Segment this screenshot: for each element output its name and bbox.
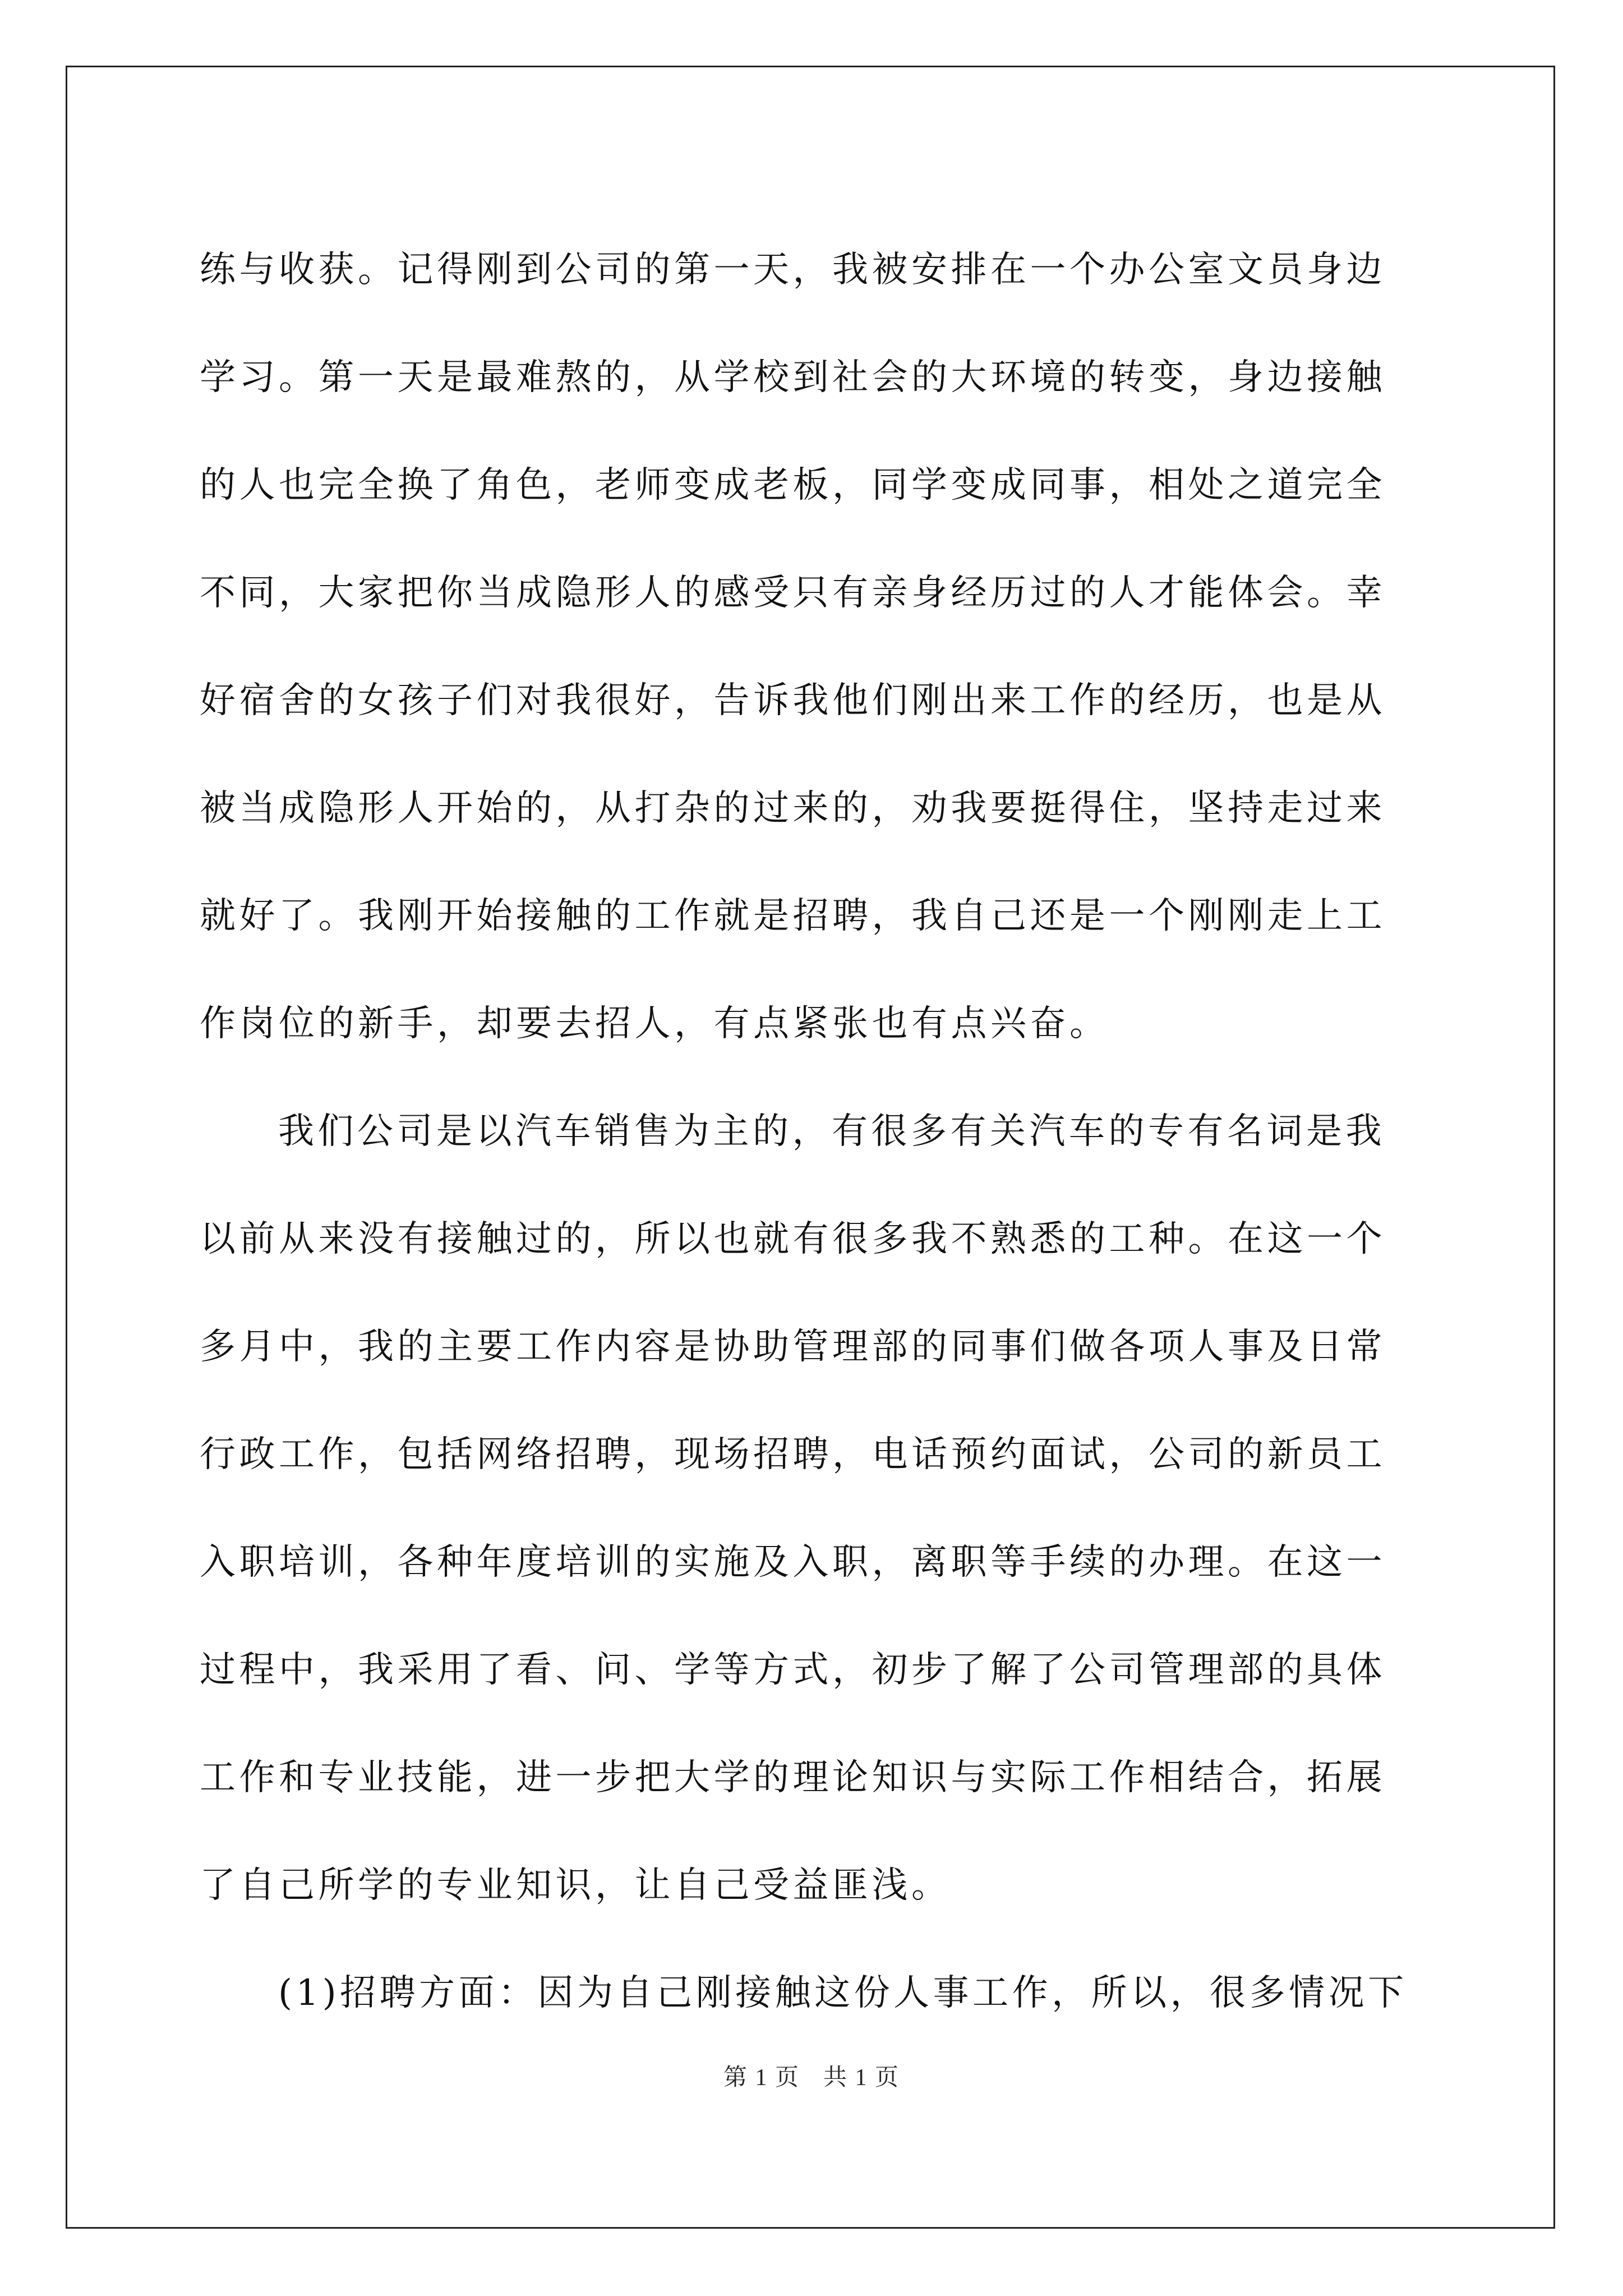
text-line: 就好了。我刚开始接触的工作就是招聘，我自己还是一个刚刚走上工 (200, 895, 1386, 937)
text-line: 被当成隐形人开始的，从打杂的过来的，劝我要挺得住，坚持走过来 (200, 788, 1386, 829)
text-line: 过程中，我采用了看、问、学等方式，初步了解了公司管理部的具体 (200, 1649, 1386, 1691)
document-body (200, 216, 1428, 2047)
text-line: 的人也完全换了角色，老师变成老板，同学变成同事，相处之道完全 (200, 464, 1386, 506)
text-line: 练与收获。记得刚到公司的第一天，我被安排在一个办公室文员身边 (200, 249, 1386, 291)
text-line: 不同，大家把你当成隐形人的感受只有亲身经历过的人才能体会。幸 (200, 572, 1386, 614)
text-line: 我们公司是以汽车销售为主的，有很多有关汽车的专有名词是我 (278, 1111, 1385, 1152)
page-total: 共 1 页 (823, 2065, 900, 2091)
text-line: 以前从来没有接触过的，所以也就有很多我不熟悉的工种。在这一个 (200, 1218, 1386, 1260)
text-line: 工作和专业技能，进一步把大学的理论知识与实际工作相结合，拓展 (200, 1757, 1386, 1798)
page-number: 第 1 页 (723, 2065, 800, 2091)
text-line: 行政工作，包括网络招聘，现场招聘，电话预约面试，公司的新员工 (200, 1434, 1386, 1475)
text-line: 了自己所学的专业知识，让自己受益匪浅。 (200, 1865, 951, 1906)
text-line: 入职培训，各种年度培训的实施及入职，离职等手续的办理。在这一 (200, 1542, 1386, 1583)
page-footer (0, 2059, 1623, 2092)
text-line: 多月中，我的主要工作内容是协助管理部的同事们做各项人事及日常 (200, 1326, 1386, 1368)
text-line: 作岗位的新手，却要去招人，有点紧张也有点兴奋。 (200, 1003, 1109, 1045)
text-line: 好宿舍的女孩子们对我很好，告诉我他们刚出来工作的经历，也是从 (200, 680, 1386, 721)
text-line: 学习。第一天是最难熬的，从学校到社会的大环境的转变，身边接触 (200, 357, 1386, 398)
text-line: (1)招聘方面：因为自己刚接触这份人事工作，所以，很多情况下 (278, 1972, 1408, 2014)
